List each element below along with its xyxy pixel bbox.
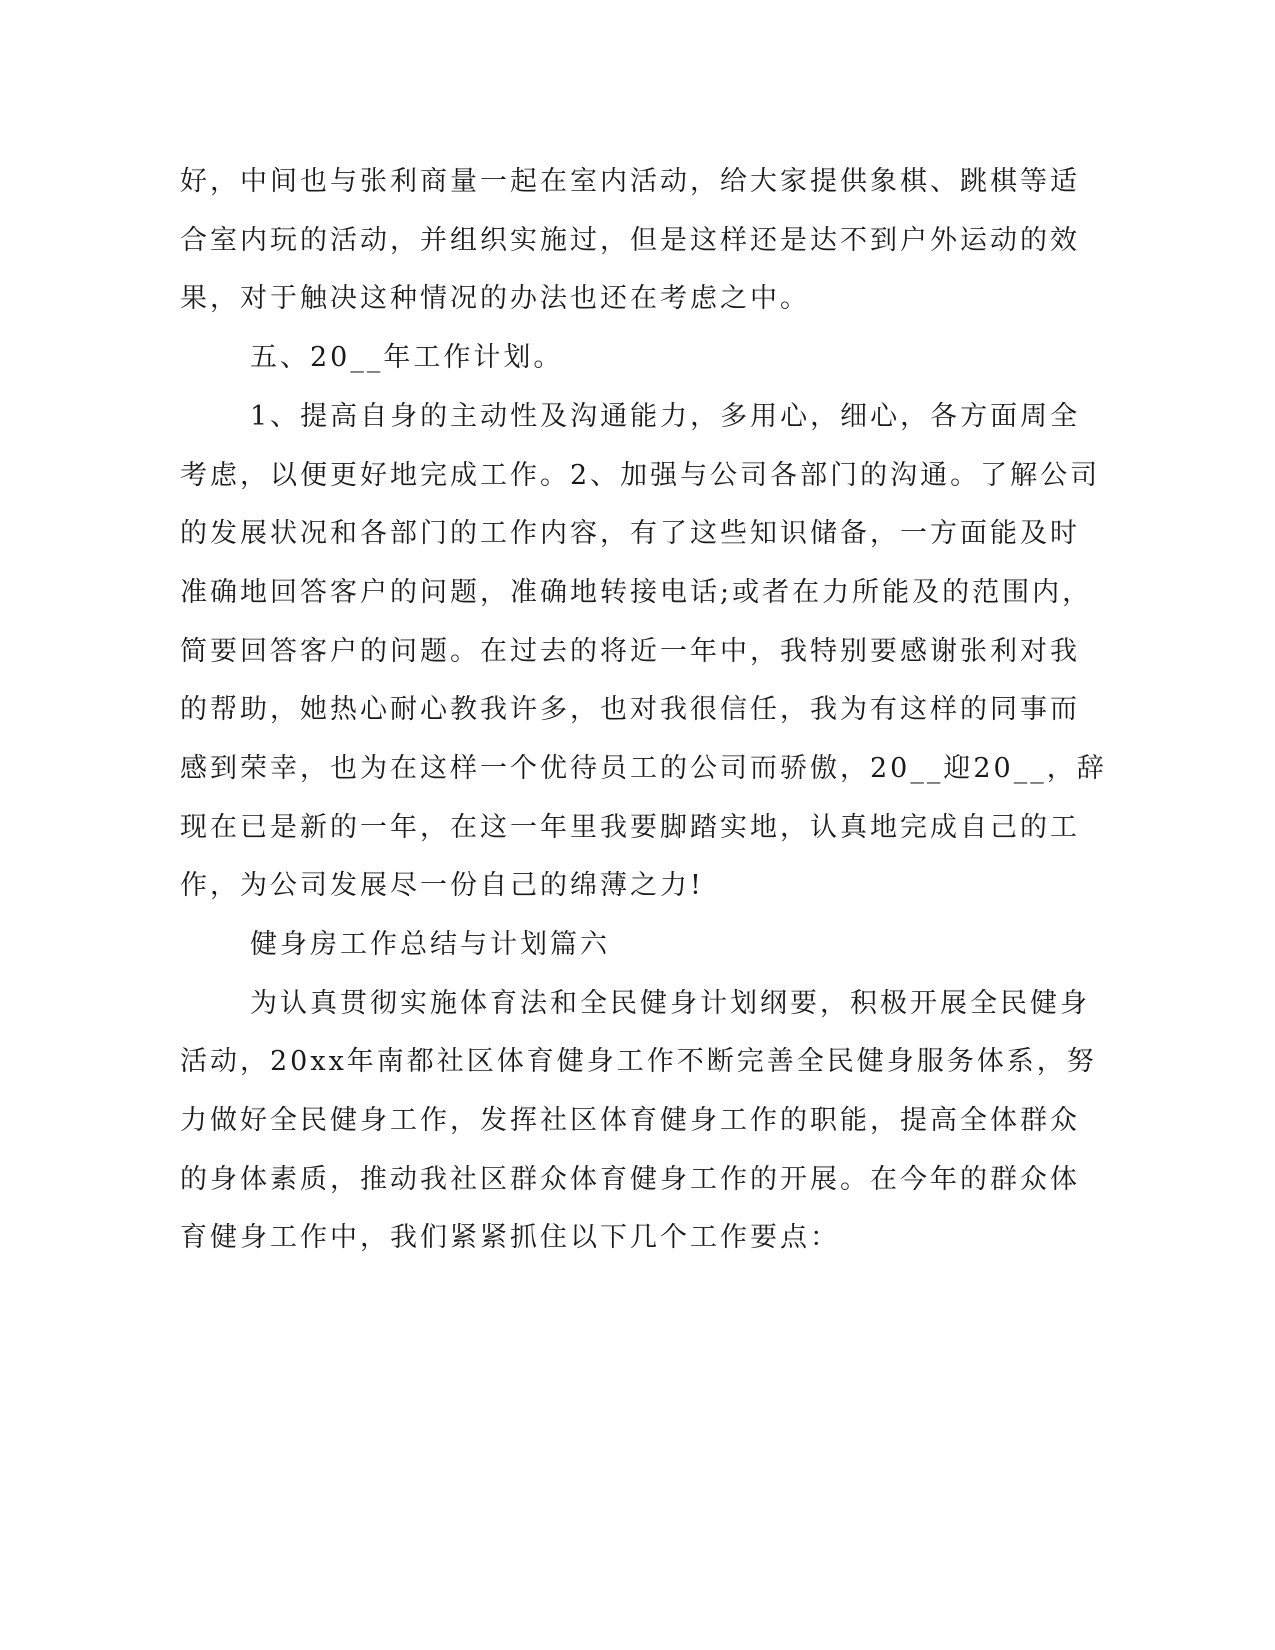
text-line: 1、提高自身的主动性及沟通能力，多用心，细心，各方面周全 (250, 401, 1081, 432)
text-line: 好，中间也与张利商量一起在室内活动，给大家提供象棋、跳棋等适 (180, 166, 1080, 197)
section-heading: 五、20__年工作计划。 (250, 342, 564, 373)
text-line: 考虑，以便更好地完成工作。2、加强与公司各部门的沟通。了解公司 (180, 460, 1101, 491)
text-line: 育健身工作中，我们紧紧抓住以下几个工作要点： (180, 1222, 840, 1253)
text-line: 现在已是新的一年，在这一年里我要脚踏实地，认真地完成自己的工 (180, 812, 1080, 843)
text-line: 为认真贯彻实施体育法和全民健身计划纲要，积极开展全民健身 (250, 988, 1090, 1019)
text-line: 准确地回答客户的问题，准确地转接电话;或者在力所能及的范围内， (180, 577, 1093, 608)
text-line: 果，对于触决这种情况的办法也还在考虑之中。 (180, 283, 810, 314)
text-line: 活动，20xx年南都社区体育健身工作不断完善全民健身服务体系，努 (180, 1046, 1097, 1077)
text-line: 感到荣幸，也为在这样一个优待员工的公司而骄傲，20__迎20__，辞 (180, 753, 1107, 784)
text-line: 的发展状况和各部门的工作内容，有了这些知识储备，一方面能及时 (180, 518, 1080, 549)
text-line: 合室内玩的活动，并组织实施过，但是这样还是达不到户外运动的效 (180, 225, 1080, 256)
text-line: 的帮助，她热心耐心教我许多，也对我很信任，我为有这样的同事而 (180, 694, 1080, 725)
text-line: 作，为公司发展尽一份自己的绵薄之力! (180, 870, 704, 901)
text-line: 简要回答客户的问题。在过去的将近一年中，我特别要感谢张利对我 (180, 636, 1080, 667)
text-line: 力做好全民健身工作，发挥社区体育健身工作的职能，提高全体群众 (180, 1105, 1080, 1136)
section-title: 健身房工作总结与计划篇六 (250, 929, 610, 960)
text-line: 的身体素质，推动我社区群众体育健身工作的开展。在今年的群众体 (180, 1164, 1080, 1195)
